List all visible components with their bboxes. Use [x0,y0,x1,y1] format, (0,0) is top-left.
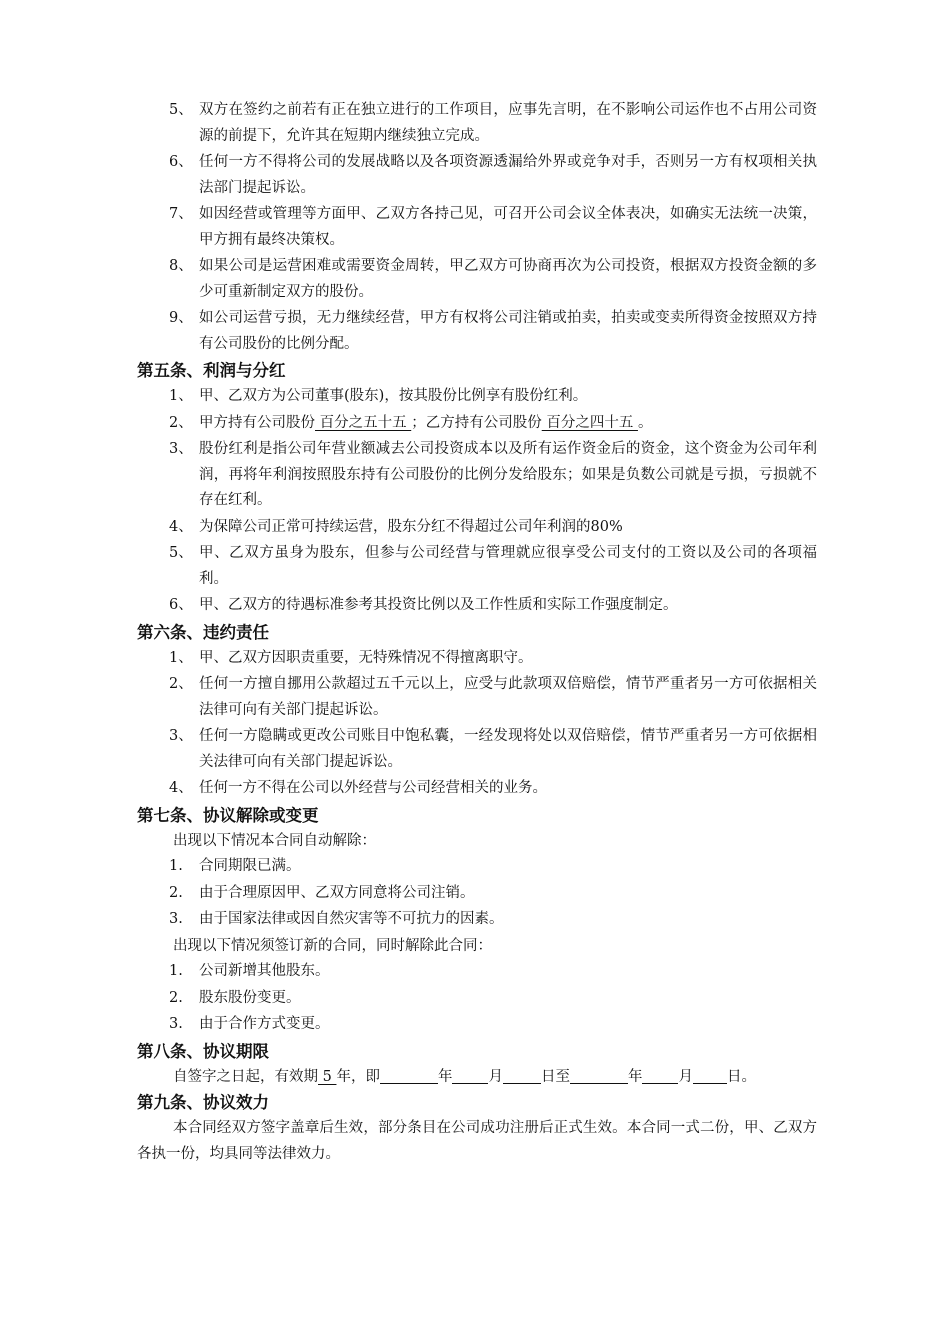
start-month-blank[interactable] [452,1067,488,1084]
clause-item: 4、 任何一方不得在公司以外经营与公司经营相关的业务。 [169,780,547,796]
section-heading-liability: 第六条、违约责任 [137,622,269,642]
validity-text: 本合同经双方签字盖章后生效，部分条目在公司成功注册后正式生效。本合同一式二份，甲、乙双方各执一份，均具同等法律效力。 [137,1120,817,1162]
termination-intro: 出现以下情况本合同自动解除： [173,832,376,849]
clause-item: 6、 甲、乙双方的待遇标准参考其投资比例以及工作性质和实际工作强度制定。 [169,597,678,613]
term-years: 5 [318,1068,337,1085]
clause-item: 3、 任何一方隐瞒或更改公司账目中饱私囊，一经发现将处以双倍赔偿，情节严重者另一方可依据相关法律可向有关部门提起诉讼。 [169,728,817,770]
clause-item: 9、 如公司运营亏损，无力继续经营，甲方有权将公司注销或拍卖，拍卖或变卖所得资金按照双方持有公司股份的比例分配。 [169,310,817,352]
clause-item: 2、 任何一方擅自挪用公款超过五千元以上，应受与此款项双倍赔偿，情节严重者另一方可依据相关法律可向有关部门提起诉讼。 [169,676,817,718]
list-item: 2. 股东股份变更。 [169,989,301,1006]
change-intro: 出现以下情况须签订新的合同，同时解除此合同： [173,937,492,954]
list-item: 3. 由于国家法律或因自然灾害等不可抗力的因素。 [169,911,504,927]
clause-item: 1、 甲、乙双方因职责重要，无特殊情况不得擅离职守。 [169,649,533,666]
start-day-blank[interactable] [503,1067,541,1084]
party-a-share: 百分之五十五 [315,414,412,431]
end-day-blank[interactable] [693,1067,727,1084]
list-item: 2. 由于合理原因甲、乙双方同意将公司注销。 [169,884,475,901]
clause-item-shares: 2、 甲方持有公司股份 百分之五十五 ；乙方持有公司股份 百分之四十五 。 [169,414,653,431]
clause-item: 4、 为保障公司正常可持续运营，股东分红不得超过公司年利润的80% [169,518,623,535]
list-item: 3. 由于合作方式变更。 [169,1016,330,1032]
clause-item: 5、 甲、乙双方虽身为股东，但参与公司经营与管理就应很享受公司支付的工资以及公司的各项福利。 [169,545,817,587]
contract-body [137,98,817,1167]
section-heading-term: 第八条、协议期限 [137,1041,269,1061]
clause-item: 7、 如因经营或管理等方面甲、乙双方各持己见，可召开公司会议全体表决，如确实无法统一决策，甲方拥有最终决策权。 [169,206,817,248]
clause-item: 8、 如果公司是运营困难或需要资金周转，甲乙双方可协商再次为公司投资，根据双方投资金额的多少可重新制定双方的股份。 [169,258,817,300]
end-year-blank[interactable] [570,1067,628,1084]
list-item: 1. 公司新增其他股东。 [169,963,330,979]
end-month-blank[interactable] [642,1067,678,1084]
section-heading-validity: 第九条、协议效力 [137,1093,269,1112]
party-b-share: 百分之四十五 [541,414,638,431]
list-item: 1. 合同期限已满。 [169,858,301,874]
section-heading-termination: 第七条、协议解除或变更 [137,805,319,825]
clause-item: 3、 股份红利是指公司年营业额减去公司投资成本以及所有运作资金后的资金，这个资金为公司年利润，再将年利润按照股东持有公司股份的比例分发给股东；如果是负数公司就是亏损，亏损就不存在红利。 [169,441,817,508]
clause-item: 1、 甲、乙双方为公司董事(股东)，按其股份比例享有股份红利。 [169,388,588,404]
clause-item: 6、 任何一方不得将公司的发展战略以及各项资源透漏给外界或竞争对手，否则另一方有权项相关执法部门提起诉讼。 [169,154,817,196]
section-heading-profit: 第五条、利润与分红 [137,361,286,380]
clause-item: 5、 双方在签约之前若有正在独立进行的工作项目，应事先言明，在不影响公司运作也不占用公司资源的前提下，允许其在短期内继续独立完成。 [169,102,817,144]
term-line: 自签字之日起，有效期 5 年，即 年 月 日至 年 月 日。 [173,1068,756,1085]
start-year-blank[interactable] [380,1067,438,1084]
